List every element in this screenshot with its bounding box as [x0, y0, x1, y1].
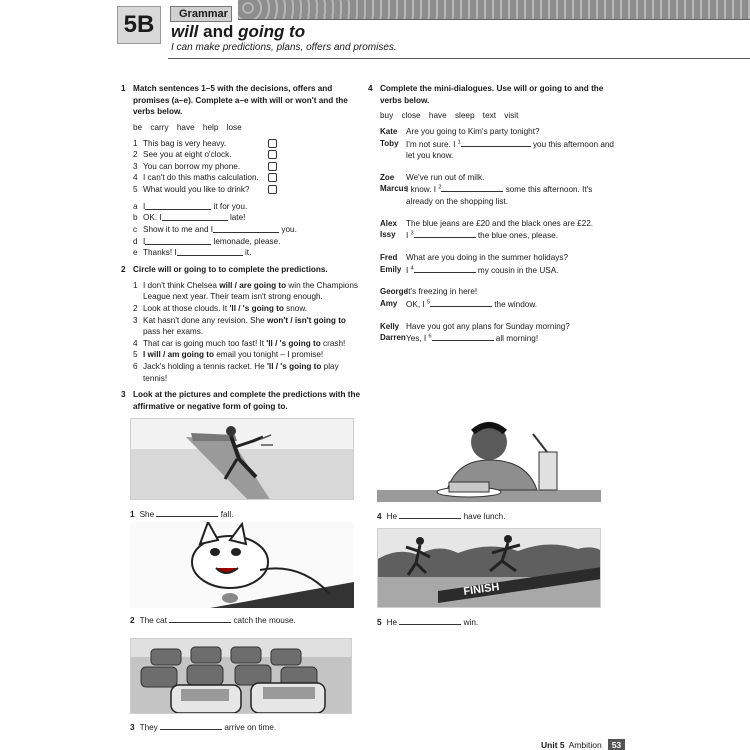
dialogue-line	[368, 126, 618, 138]
item-number: 5	[133, 350, 138, 360]
dialogue-line	[368, 172, 618, 184]
list-item	[121, 172, 277, 184]
answer-suffix: it for you.	[213, 201, 248, 211]
exercise-number: 4	[368, 84, 373, 93]
answer-prefix: I	[143, 201, 146, 211]
exercise-3-heading	[121, 389, 361, 412]
caption-1	[130, 508, 233, 519]
answer-blank[interactable]	[160, 721, 222, 730]
list-item	[121, 212, 361, 224]
exercise-instruction: Look at the pictures and complete the predictions with the affirmative or negative form of going to.	[133, 390, 361, 412]
answer-blank[interactable]	[145, 236, 211, 245]
answer-suffix: late!	[229, 213, 246, 223]
picture-traffic-jam	[130, 638, 352, 714]
dialogue-text: What are you doing in the summer holidays?	[406, 253, 569, 263]
text-suffix: the blue ones, please.	[475, 231, 559, 241]
dialogue-text: Have you got any plans for Sunday morning?	[406, 321, 570, 331]
item-number: 1	[133, 280, 138, 290]
caption-suffix: arrive on time.	[224, 723, 277, 732]
answer-blank[interactable]	[145, 201, 211, 210]
dialogue	[368, 172, 618, 208]
item-letter: d	[133, 236, 138, 246]
speaker-name: Kate	[380, 126, 398, 136]
word: have	[176, 122, 195, 132]
footer-unit: Unit 5	[541, 740, 565, 750]
dialogue	[368, 252, 618, 276]
text-prefix: I'm not sure. I	[406, 139, 458, 149]
exercise-instruction: Complete the mini-dialogues. Use will or going to and the verbs below.	[380, 84, 604, 105]
item-number: 4	[133, 338, 138, 348]
sentence-text: What would you like to drink?	[143, 185, 250, 195]
caption-number: 3	[130, 723, 135, 732]
speaker-name: Darren	[380, 333, 406, 343]
answer-suffix: it.	[244, 248, 252, 258]
answer-blank[interactable]	[177, 247, 243, 256]
answer-blank[interactable]	[430, 298, 492, 307]
choice-options[interactable]: 'll / 's going to	[229, 303, 284, 313]
caption-2	[130, 614, 296, 625]
dialogue-text: It's freezing in here!	[406, 287, 478, 297]
list-item	[121, 149, 277, 161]
answer-blank[interactable]	[399, 616, 461, 625]
dialogue-text	[402, 332, 618, 345]
speaker-name: Emily	[380, 264, 402, 274]
dialogue-line	[368, 229, 618, 242]
dialogue-text	[402, 138, 618, 162]
sentence-text: This bag is very heavy.	[143, 138, 227, 148]
gap-number: 4	[410, 264, 414, 271]
dialogue-text: We've run out of milk.	[406, 172, 485, 182]
gap-number: 2	[438, 184, 442, 191]
dialogue	[368, 286, 618, 310]
list-item	[121, 338, 361, 350]
list-item	[121, 361, 361, 384]
dialogue-line	[368, 298, 618, 311]
header-rule	[168, 58, 750, 59]
item-number: 3	[133, 161, 138, 171]
picture-girl-slipping	[130, 418, 354, 500]
unit-code-badge: 5B	[117, 6, 161, 44]
answer-box[interactable]	[268, 185, 277, 194]
answer-blank[interactable]	[162, 212, 228, 221]
caption-prefix: They	[139, 723, 158, 732]
list-item	[121, 184, 277, 196]
sentence-text: See you at eight o'clock.	[143, 150, 232, 160]
picture-race-finish	[377, 528, 601, 608]
item-text: play tennis!	[143, 362, 339, 383]
dialogue-text: The blue jeans are £20 and the black ones are £22.	[406, 218, 594, 228]
text-suffix: the window.	[492, 299, 538, 309]
answer-blank[interactable]	[156, 508, 218, 517]
answer-box[interactable]	[268, 162, 277, 171]
caption-prefix: She	[139, 510, 155, 519]
word: carry	[150, 122, 169, 132]
caption-number: 1	[130, 510, 135, 519]
word: be	[133, 122, 143, 132]
answer-prefix: I	[143, 236, 146, 246]
man-lunch-illustration	[377, 418, 601, 502]
section-tab: Grammar	[170, 6, 232, 22]
text-suffix: you this afternoon and let you know.	[406, 139, 614, 161]
item-number: 2	[133, 303, 138, 313]
speaker-name: Marcus	[380, 184, 409, 194]
item-letter: e	[133, 248, 138, 258]
text-suffix: some this afternoon. It's already on the shopping list.	[406, 185, 593, 207]
right-column	[368, 83, 618, 345]
exercise-instruction: Circle will or going to to complete the predictions.	[133, 264, 328, 274]
text-suffix: my cousin in the USA.	[475, 265, 559, 275]
answer-prefix: OK. I	[143, 213, 162, 223]
dialogue	[368, 218, 618, 242]
answer-suffix: lemonade, please.	[213, 236, 281, 246]
answer-blank[interactable]	[414, 264, 476, 273]
list-item	[121, 161, 277, 173]
dialogue-line	[368, 286, 618, 298]
exercise-1-wordbank	[121, 122, 361, 134]
speaker-name: Toby	[380, 138, 399, 148]
dialogue-line	[368, 138, 618, 162]
list-item	[121, 315, 361, 338]
picture-cat-and-mouse	[130, 522, 354, 608]
speaker-name: Zoe	[380, 172, 395, 182]
exercise-4-heading	[368, 83, 618, 106]
exercise-2-heading	[121, 264, 361, 276]
girl-slipping-illustration	[131, 419, 354, 500]
footer-unit-name: Ambition	[568, 740, 602, 750]
answer-prefix: Show it to me and I	[143, 225, 214, 235]
text-prefix: I know. I	[406, 185, 439, 195]
caption-number: 5	[377, 618, 382, 627]
caption-3	[130, 721, 276, 732]
item-text: email you tonight – I promise!	[213, 350, 324, 360]
answer-blank[interactable]	[399, 510, 461, 519]
speaker-name: Issy	[380, 230, 396, 240]
item-number: 2	[133, 150, 138, 160]
item-text: I don't think Chelsea	[143, 280, 220, 290]
dialogue	[368, 126, 618, 162]
word: lose	[226, 122, 242, 132]
title-word-and: and	[198, 22, 239, 41]
item-number: 1	[133, 138, 138, 148]
item-text: win the Champions League next year. Their team isn't strong enough.	[143, 280, 358, 302]
list-item	[121, 224, 361, 236]
caption-suffix: win.	[463, 618, 479, 627]
item-text: Look at those clouds. It	[143, 303, 230, 313]
speaker-name: George	[380, 287, 409, 297]
caption-5	[377, 616, 478, 627]
caption-prefix: He	[386, 512, 398, 521]
caption-suffix: have lunch.	[463, 512, 506, 521]
item-number: 3	[133, 315, 138, 325]
exercise-1-heading	[121, 83, 361, 118]
item-letter: b	[133, 213, 138, 223]
dialogue-text	[402, 298, 618, 311]
page-number: 53	[608, 739, 625, 750]
caption-suffix: fall.	[220, 510, 234, 519]
caption-number: 4	[377, 512, 382, 521]
caption-prefix: He	[386, 618, 398, 627]
choice-options[interactable]: will / are going to	[219, 280, 287, 290]
exercise-number: 1	[121, 84, 126, 93]
race-finish-illustration	[378, 529, 601, 608]
left-column	[121, 83, 361, 417]
caption-number: 2	[130, 616, 135, 625]
cat-mouse-illustration	[130, 522, 354, 608]
sentence-text: You can borrow my phone.	[143, 161, 241, 171]
page-footer	[541, 739, 625, 750]
word: sleep	[454, 111, 475, 121]
gap-number: 5	[426, 299, 430, 306]
page-subtitle: I can make predictions, plans, offers and promises.	[171, 42, 397, 53]
caption-prefix: The cat	[139, 616, 167, 625]
dialogue-line	[368, 332, 618, 345]
answer-suffix: you.	[281, 225, 297, 235]
item-text: Kat hasn't done any revision. She	[143, 315, 267, 325]
exercise-number: 2	[121, 264, 126, 274]
item-number: 4	[133, 173, 138, 183]
item-text: That car is going much too fast! It	[143, 338, 267, 348]
choice-options[interactable]: I will / am going to	[143, 350, 214, 360]
item-text: pass her exams.	[143, 327, 204, 337]
text-prefix: Yes, I	[406, 334, 429, 344]
speaker-name: Kelly	[380, 321, 400, 331]
text-suffix: all morning!	[493, 334, 539, 344]
answer-blank[interactable]	[461, 138, 531, 147]
gap-number: 1	[457, 138, 461, 145]
dialogue-line	[368, 321, 618, 333]
text-prefix: I	[406, 265, 411, 275]
title-word-going-to: going to	[238, 22, 306, 41]
gap-number: 6	[428, 333, 432, 340]
sentence-text: I can't do this maths calculation.	[143, 173, 259, 183]
item-text: snow.	[283, 303, 308, 313]
choice-options[interactable]: 'll / 's going to	[266, 362, 322, 372]
item-number: 5	[133, 185, 138, 195]
exercise-number: 3	[121, 390, 126, 400]
choice-options[interactable]: 'll / 's going to	[266, 338, 321, 348]
dialogue-text	[402, 229, 618, 242]
answer-box[interactable]	[268, 173, 277, 182]
list-item	[121, 303, 361, 315]
dialogue-line	[368, 252, 618, 264]
list-item	[121, 138, 277, 150]
speaker-name: Fred	[380, 253, 398, 263]
page-title	[171, 22, 305, 42]
list-item	[121, 247, 361, 259]
dialogue-line	[368, 218, 618, 230]
traffic-jam-illustration	[131, 639, 352, 714]
answer-blank[interactable]	[169, 614, 231, 623]
choice-options[interactable]: won't / isn't going to	[267, 315, 346, 325]
dialogue-line	[368, 183, 618, 207]
exercise-instruction: Match sentences 1–5 with the decisions, offers and promises (a–e). Complete a–e with will or won't and the verbs below.	[133, 84, 348, 117]
list-item	[121, 201, 361, 213]
gap-number: 3	[410, 230, 414, 237]
answer-blank[interactable]	[432, 332, 494, 341]
exercise-4-wordbank	[368, 110, 618, 122]
dialogue-text	[402, 183, 618, 207]
answer-box[interactable]	[268, 139, 277, 148]
list-item	[121, 280, 361, 303]
word: help	[202, 122, 219, 132]
word: visit	[504, 111, 519, 121]
title-word-will: will	[171, 22, 199, 41]
word: text	[482, 111, 496, 121]
answer-blank[interactable]	[414, 229, 476, 238]
item-letter: c	[133, 225, 138, 235]
caption-suffix: catch the mouse.	[233, 616, 296, 625]
list-item	[121, 236, 361, 248]
picture-man-lunch	[377, 418, 601, 502]
speaker-name: Amy	[380, 298, 398, 308]
answer-blank[interactable]	[441, 183, 503, 192]
header-pattern	[238, 0, 750, 20]
word: close	[401, 111, 421, 121]
word: buy	[380, 111, 394, 121]
item-number: 6	[133, 362, 138, 372]
item-text: crash!	[320, 338, 346, 348]
item-letter: a	[133, 201, 138, 211]
answer-box[interactable]	[268, 150, 277, 159]
item-text: Jack's holding a tennis racket. He	[143, 362, 267, 372]
dialogue-line	[368, 264, 618, 277]
dialogue-text: Are you going to Kim's party tonight?	[406, 126, 540, 136]
dialogue-text	[402, 264, 618, 277]
dialogue	[368, 321, 618, 345]
answer-blank[interactable]	[213, 224, 279, 233]
caption-4	[377, 510, 505, 521]
word: have	[428, 111, 447, 121]
speaker-name: Alex	[380, 218, 397, 228]
list-item	[121, 349, 361, 361]
finish-banner-text: FINISH	[462, 581, 501, 598]
text-prefix: OK, I	[406, 299, 427, 309]
text-prefix: I	[406, 231, 411, 241]
answer-prefix: Thanks! I	[143, 248, 177, 258]
